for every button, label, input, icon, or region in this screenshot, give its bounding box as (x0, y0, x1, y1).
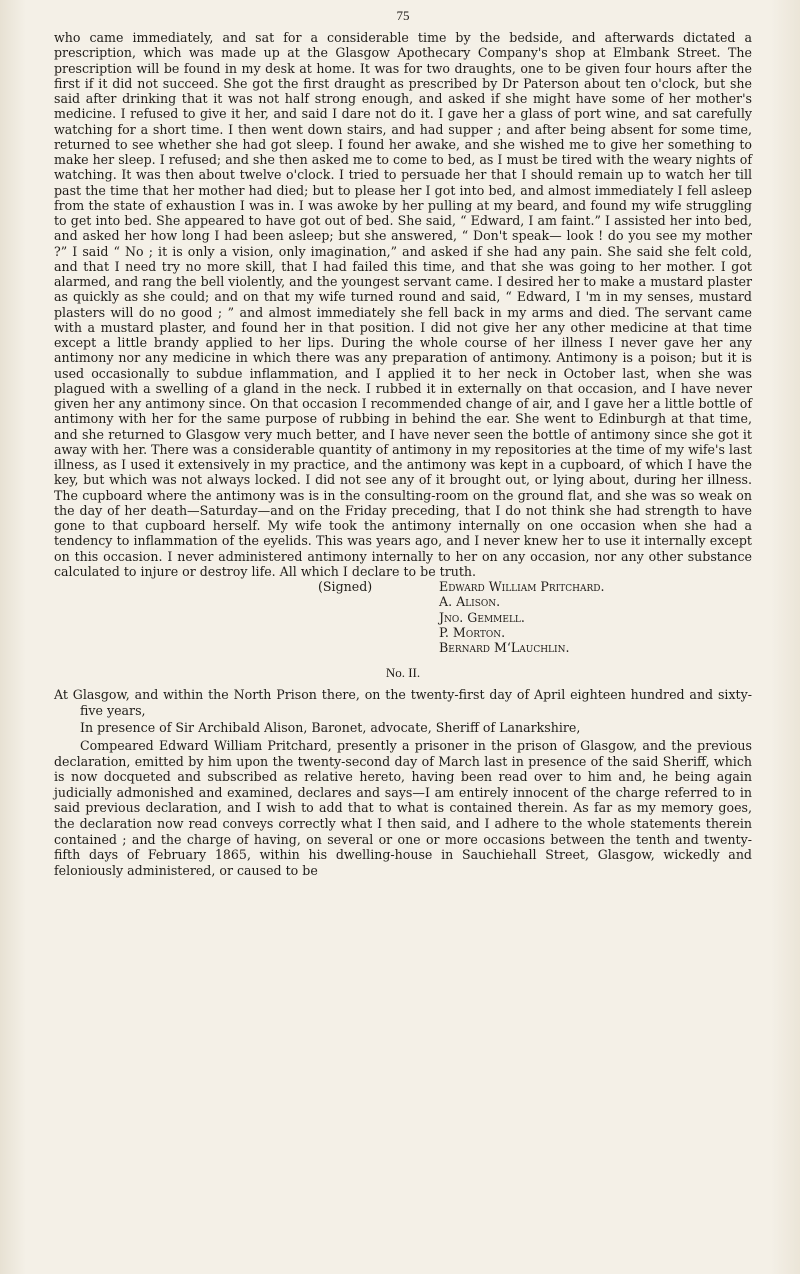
signature-line (54, 579, 752, 594)
declaration-body-text: who came immediately, and sat for a considerable time by the bedside, and afterwards dictated a prescription, which was made up at the Glasgow Apothecary Company's shop at Elmbank Street. The prescription will be found in my desk at home. It was for two draughts, one to be given four hours after the first if it did not succeed. She got the first draught as prescribed by Dr Paterson about ten o'clock, but she said after drinking that it was not half strong enough, and asked if she might have some of her mother's medicine. I refused to give it her, and said I dare not do it. I gave her a glass of port wine, and sat carefully watching for a short time. I then went down stairs, and had supper ; and after being absent for some time, returned to see whether she had got sleep. I found her awake, and she wished me to give her something to make her sleep. I refused; and she then asked me to come to bed, as I must be tired with the weary nights of watching. It was then about twelve o'clock. I tried to persuade her that I should remain up to watch her till past the time that her mother had died; but to please her I got into bed, and almost immediately I fell asleep from the state of exhaustion I was in. I was awoke by her pulling at my beard, and found my wife struggling to get into bed. She appeared to have got out of bed. She said, “ Edward, I am faint.” I assisted her into bed, and asked her how long I had been asleep; but she answered, “ Don't speak— look ! do you see my mother ?” I said “ No ; it is only a vision, only imagination,” and asked if she had any pain. She said she felt cold, and that I need try no more skill, that I had failed this time, and that she was going to her mother. I got alarmed, and rang the bell violently, and the youngest servant came. I desired her to make a mustard plaster as quickly as she could; and on that my wife turned round and said, “ Edward, I 'm in my senses, mustard plasters will do no good ; ” and almost immediately she fell back in my arms and died. The servant came with a mustard plaster, and found her in that position. I did not give her any other medicine at that time except a little brandy applied to her lips. During the whole course of her illness I never gave her any antimony nor any medicine in which there was any preparation of antimony. Antimony is a poison; but it is used occasionally to subdue inflammation, and I applied it to her neck in October last, when she was plagued with a swelling of a gland in the neck. I rubbed it in externally on that occasion, and I have never given her any antimony since. On that occasion I recommended change of air, and I gave her a little bottle of antimony with her for the same purpose of rubbing in behind the ear. She went to Edinburgh at that time, and she returned to Glasgow very much better, and I have never seen the bottle of antimony since she got it away with her. There was a considerable quantity of antimony in my repositories at the time of my wife's last illness, as I used it extensively in my practice, and the antimony was kept in a cupboard, of which I have the key, but which was not always locked. I did not see any of it brought out, or lying about, during her illness. The cupboard where the antimony was is in the consulting-room on the ground flat, and she was so weak on the day of her death—Saturday—and on the Friday preceding, that I do not think she had strength to have gone to that cupboard herself. My wife took the antimony internally on one occasion when she had a tendency to inflammation of the eyelids. This was years ago, and I never knew her to use it internally except on this occasion. I never administered antimony internally to her on any occasion, nor any other substance calculated to injure or destroy life. All which I declare to be truth. (54, 30, 752, 579)
section-heading: No. II. (385, 665, 421, 681)
signature-line (54, 610, 752, 625)
signature-line (54, 594, 752, 609)
paragraph-location: At Glasgow, and within the North Prison there, on the twenty-first day of April eighteen hundred and sixty-five years, (54, 687, 752, 718)
paragraph-declaration: Compeared Edward William Pritchard, presently a prisoner in the prison of Glasgow, and the previous declaration, emitted by him upon the twenty-second day of March last in presence of the said Sheriff, which is now docqueted and subscribed as relative hereto, having been read over to him and, he being again judicially admonished and examined, declares and says—I am entirely innocent of the charge referred to in said previous declaration, and I wish to add that to what is contained therein. As far as my memory goes, the declaration now read conveys correctly what I then said, and I adhere to the whole statements therein contained ; and the charge of having, on several or one or more occasions between the tenth and twenty-fifth days of February 1865, within his dwelling-house in Sauchiehall Street, Glasgow, wickedly and feloniously administered, or caused to be (54, 738, 752, 878)
signature-block (54, 579, 752, 655)
signature-line (54, 625, 752, 640)
signature-name: Jno. Gemmell. (439, 609, 525, 625)
signed-label: (Signed) (318, 579, 373, 594)
paragraph-presence: In presence of Sir Archibald Alison, Baronet, advocate, Sheriff of Lanarkshire, (80, 720, 581, 736)
signature-name: P. Morton. (439, 624, 506, 640)
signature-name: Edward William Pritchard. (439, 579, 605, 594)
signature-name: A. Alison. (439, 594, 501, 610)
page-number: 75 (396, 8, 410, 23)
signature-line (54, 640, 752, 655)
signature-name: Bernard M‘Lauchlin. (439, 640, 570, 655)
